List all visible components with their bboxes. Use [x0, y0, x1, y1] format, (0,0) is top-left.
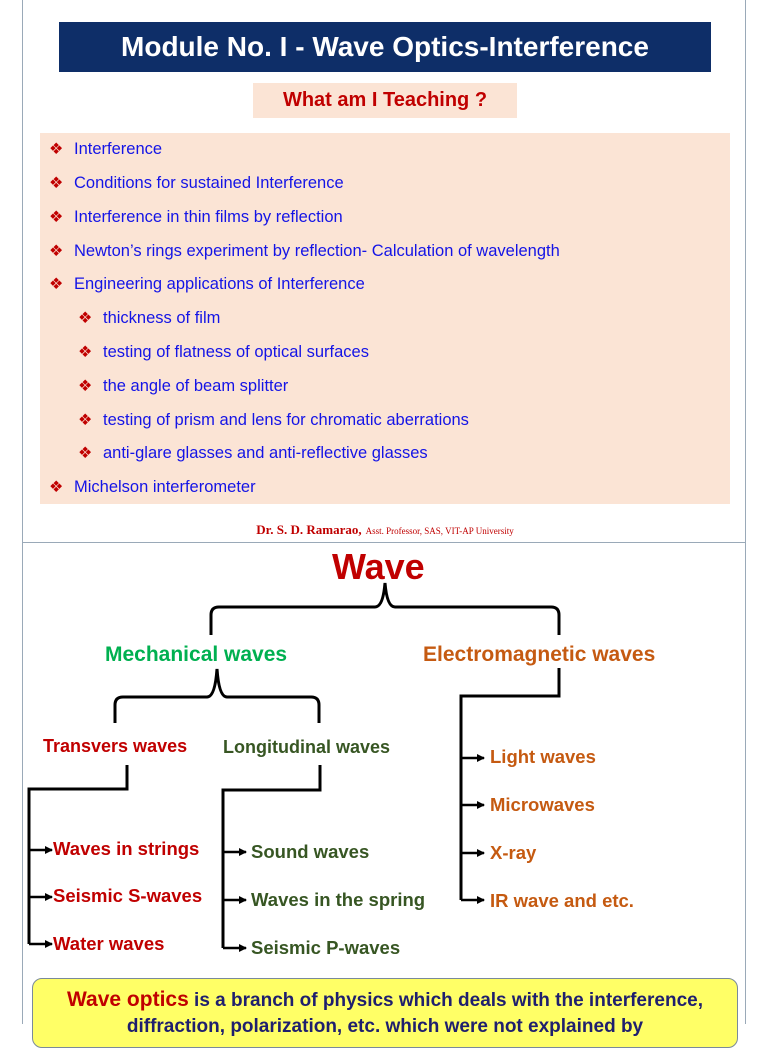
subtopic-text: testing of flatness of optical surfaces: [103, 343, 369, 361]
module-title: Module No. I - Wave Optics-Interference: [59, 22, 711, 72]
slide-interference-topics: [22, 0, 746, 543]
topic-item: [49, 205, 343, 229]
topic-text: Michelson interferometer: [74, 478, 256, 496]
topic-item: [49, 272, 365, 296]
diamond-bullet-icon: ❖: [49, 276, 64, 293]
root-brace: [211, 583, 559, 635]
subtopic-text: anti-glare glasses and anti-reflective glasses: [103, 444, 428, 462]
topic-item: [49, 171, 344, 195]
wave-optics-definition: [32, 978, 738, 1048]
transverse-example: Waves in strings: [53, 838, 200, 859]
author-name: Dr. S. D. Ramarao,: [256, 522, 362, 537]
definition-text: is a branch of physics which deals with the interference, diffraction, polarization, etc. which were not explained by: [126, 990, 703, 1037]
diamond-bullet-icon: ❖: [78, 445, 93, 462]
slide-wave-classification: [22, 543, 746, 1037]
em-example: X-ray: [490, 842, 537, 863]
subtopic-item: [78, 408, 469, 432]
mechanical-waves-label: Mechanical waves: [105, 643, 288, 666]
topic-text: Interference in thin films by reflection: [74, 208, 343, 226]
longitudinal-example: Waves in the spring: [251, 889, 426, 910]
diamond-bullet-icon: ❖: [49, 243, 64, 260]
author-credit: [23, 521, 747, 539]
subtopic-item: [78, 441, 428, 465]
diamond-bullet-icon: ❖: [49, 141, 64, 158]
diamond-bullet-icon: ❖: [78, 378, 93, 395]
topic-item: [49, 137, 162, 161]
diamond-bullet-icon: ❖: [49, 479, 64, 496]
topic-item: [49, 239, 560, 263]
transverse-example: Water waves: [53, 933, 165, 954]
subtopic-item: [78, 306, 220, 330]
transverse-waves-label: Transvers waves: [43, 736, 188, 756]
subtopic-text: testing of prism and lens for chromatic aberrations: [103, 411, 469, 429]
longitudinal-waves-label: Longitudinal waves: [223, 737, 391, 757]
topic-item: [49, 475, 256, 499]
diamond-bullet-icon: ❖: [49, 175, 64, 192]
topic-text: Conditions for sustained Interference: [74, 174, 344, 192]
subtopic-text: thickness of film: [103, 309, 221, 327]
electromagnetic-waves-label: Electromagnetic waves: [423, 643, 656, 666]
diamond-bullet-icon: ❖: [49, 209, 64, 226]
topics-panel: [40, 133, 730, 504]
em-example: IR wave and etc.: [490, 890, 634, 911]
em-bracket: [461, 668, 559, 900]
topic-text: Interference: [74, 140, 163, 158]
subtopic-item: [78, 374, 288, 398]
longitudinal-example: Sound waves: [251, 841, 370, 862]
diamond-bullet-icon: ❖: [78, 412, 93, 429]
em-example: Microwaves: [490, 794, 595, 815]
topic-text: Newton’s rings experiment by reflection- Calculation of wavelength: [74, 242, 560, 260]
author-affiliation: Asst. Professor, SAS, VIT-AP University: [365, 526, 514, 536]
subtopic-text: the angle of beam splitter: [103, 377, 289, 395]
transverse-example: Seismic S-waves: [53, 885, 203, 906]
definition-highlight: Wave optics: [67, 988, 189, 1011]
slide-subtitle: What am I Teaching ?: [253, 83, 517, 118]
topic-text: Engineering applications of Interference: [74, 275, 365, 293]
em-example: Light waves: [490, 746, 596, 767]
subtopic-item: [78, 340, 369, 364]
longitudinal-example: Seismic P-waves: [251, 937, 401, 958]
diamond-bullet-icon: ❖: [78, 310, 93, 327]
mechanical-brace: [115, 669, 319, 723]
root-wave-label: Wave: [332, 546, 425, 587]
diamond-bullet-icon: ❖: [78, 344, 93, 361]
